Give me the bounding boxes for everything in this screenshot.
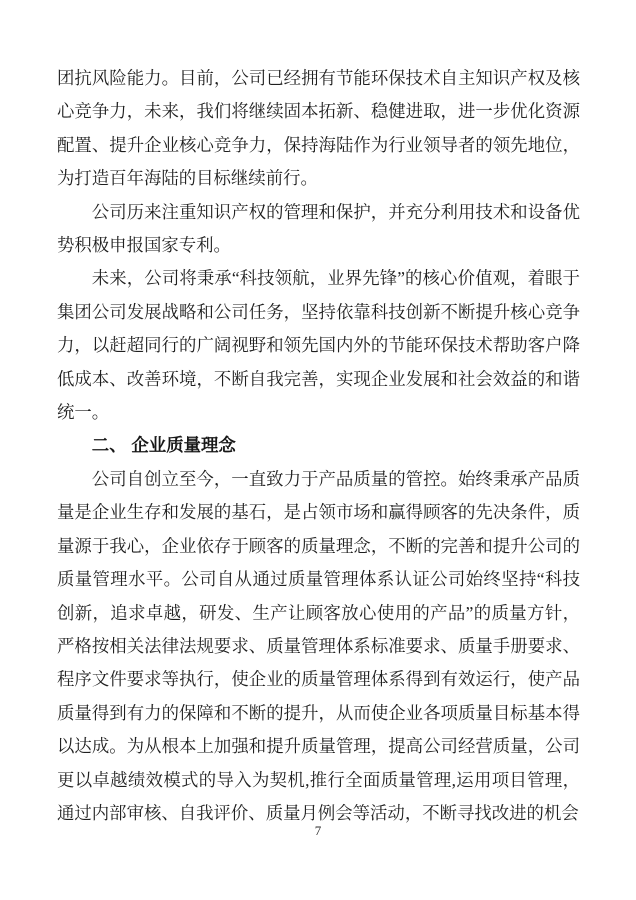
document-body <box>57 62 580 830</box>
page-number: 7 <box>314 823 322 838</box>
paragraph: 公司自创立至今，一直致力于产品质量的管控。始终秉承产品质量是企业生存和发展的基石，是占领市场和赢得顾客的先决条件，质量源于我心，企业依存于顾客的质量理念，不断的完善和提升公司的质量管理水平。公司自从通过质量管理体系认证公司始终坚持“科技创新，追求卓越，研发、生产让顾客放心使用的产品”的质量方针，严格按相关法律法规要求、质量管理体系标准要求、质量手册要求、程序文件要求等执行，使企业的质量管理体系得到有效运行，使产品质量得到有力的保障和不断的提升，从而使企业各项质量目标基本得以达成。为从根本上加强和提升质量管理，提高公司经营质量，公司更以卓越绩效模式的导入为契机,推行全面质量管理,运用项目管理，通过内部审核、自我评价、质量月例会等活动，不断寻找改进的机会 <box>57 468 580 823</box>
paragraph: 未来，公司将秉承“科技领航，业界先锋”的核心价值观，着眼于集团公司发展战略和公司任务，坚持依靠科技创新不断提升核心竞争力，以赶超同行的广阔视野和领先国内外的节能环保技术帮助客户降低成本、改善环境，不断自我完善，实现企业发展和社会效益的和谐统一。 <box>57 268 580 423</box>
paragraph: 团抗风险能力。目前，公司已经拥有节能环保技术自主知识产权及核心竞争力，未来，我们将继续固本拓新、稳健进取，进一步优化资源配置、提升企业核心竞争力，保持海陆作为行业领导者的领先地位，为打造百年海陆的目标继续前行。 <box>57 68 580 189</box>
paragraph: 公司历来注重知识产权的管理和保护，并充分利用技术和设备优势积极申报国家专利。 <box>57 201 580 256</box>
section-heading: 二、 企业质量理念 <box>91 435 236 456</box>
